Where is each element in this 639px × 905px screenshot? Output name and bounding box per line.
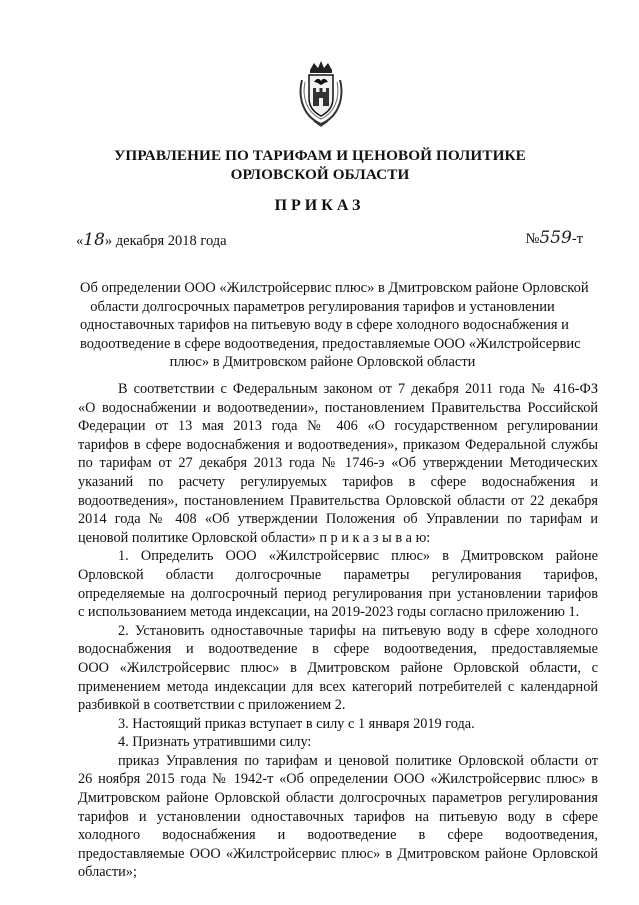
organization-name <box>80 146 560 184</box>
body-line: водоснабжения и водоотведение в сфере водоотведения, предоставляемые <box>78 641 598 658</box>
body-line: указаний по расчету регулируемых тарифов в сфере водоснабжения и <box>78 473 598 490</box>
body-line: Дмитровском районе Орловской области долгосрочных параметров регулирования <box>78 790 598 807</box>
organization-line: УПРАВЛЕНИЕ ПО ТАРИФАМ И ЦЕНОВОЙ ПОЛИТИКЕ <box>114 147 526 164</box>
subject-line: Об определении ООО «Жилстройсервис плюс» в Дмитровском районе Орловской <box>80 280 589 296</box>
subject-line: плюс» в Дмитровском районе Орловской области <box>169 354 476 371</box>
subject-line: области долгосрочных параметров регулирования тарифов и установлении <box>90 298 555 315</box>
document-number <box>526 228 583 248</box>
body-line: разбивкой в соответствии с приложением 2. <box>78 697 346 714</box>
document-subject <box>80 279 589 372</box>
body-line: предоставляемые ООО «Жилстройсервис плюс» в Дмитровском районе Орловской <box>78 845 598 862</box>
body-line: «О водоснабжении и водоотведении», постановлением Правительства Российской <box>78 399 598 416</box>
body-line: 3. Настоящий приказ вступает в силу с 1 января 2019 года. <box>118 715 475 732</box>
body-line: приказ Управления по тарифам и ценовой политике Орловской области от <box>118 752 598 769</box>
body-line: 2014 года № 408 «Об утверждении Положения об Управлении по тарифам и <box>78 511 598 528</box>
body-line: 1. Определить ООО «Жилстройсервис плюс» в Дмитровском районе <box>118 548 598 565</box>
date-rest: » декабря 2018 года <box>104 233 227 249</box>
body-line: холодного водоснабжения и водоотведение в сфере водоотведения, <box>78 827 598 844</box>
body-line: 4. Признать утратившими силу: <box>118 734 312 751</box>
body-line: определяемые на долгосрочный период регулирования при установлении тарифов <box>78 585 598 602</box>
document-body <box>78 380 598 882</box>
coat-of-arms-icon <box>296 60 346 128</box>
body-line: применением метода индексации для всех категорий потребителей с календарной <box>78 678 598 695</box>
body-line: тарифов в сфере водоснабжения и водоотведения», приказом Федеральной службы <box>78 436 598 453</box>
date-day-handwritten: 18 <box>83 230 105 250</box>
date-open-quote: « <box>76 233 84 249</box>
body-line: ООО «Жилстройсервис плюс» в Дмитровском районе Орловской области, с <box>78 659 598 676</box>
body-line: с использованием метода индексации, на 2019-2023 годы согласно приложению 1. <box>78 604 580 621</box>
organization-line: ОРЛОВСКОЙ ОБЛАСТИ <box>230 166 410 183</box>
document-date <box>76 230 227 250</box>
number-suffix: -т <box>571 231 583 247</box>
body-line: по тарифам от 27 декабря 2013 года № 1746-э «Об утверждении Методических <box>78 455 598 472</box>
document-type: ПРИКАЗ <box>274 197 365 214</box>
body-line: ценовой политике Орловской области» п р и к а з ы в а ю: <box>78 529 431 546</box>
subject-line: одноставочных тарифов на питьевую воду в сфере холодного водоснабжения и <box>80 317 569 334</box>
number-prefix: № <box>525 231 540 247</box>
body-line: тарифов и установлении одноставочных тарифов на питьевую воду в сфере <box>78 808 598 825</box>
body-line: Орловской области долгосрочные параметры регулирования тарифов, <box>78 566 598 583</box>
body-line: 2. Установить одноставочные тарифы на питьевую воду в сфере холодного <box>118 622 598 639</box>
number-handwritten: 559 <box>539 228 572 248</box>
body-line: Федерации от 13 мая 2013 года № 406 «О государственном регулировании <box>78 418 598 435</box>
body-line: 26 ноября 2015 года № 1942-т «Об определении ООО «Жилстройсервис плюс» в <box>78 771 598 788</box>
body-line: водоотведения», постановлением Правительства Орловской области от 22 декабря <box>78 492 598 509</box>
subject-line: водоотведение в сфере водоотведения, предоставляемые ООО «Жилстройсервис <box>80 335 581 352</box>
body-line: В соответствии с Федеральным законом от 7 декабря 2011 года № 416-ФЗ <box>118 381 598 397</box>
body-line: области»; <box>78 864 137 881</box>
